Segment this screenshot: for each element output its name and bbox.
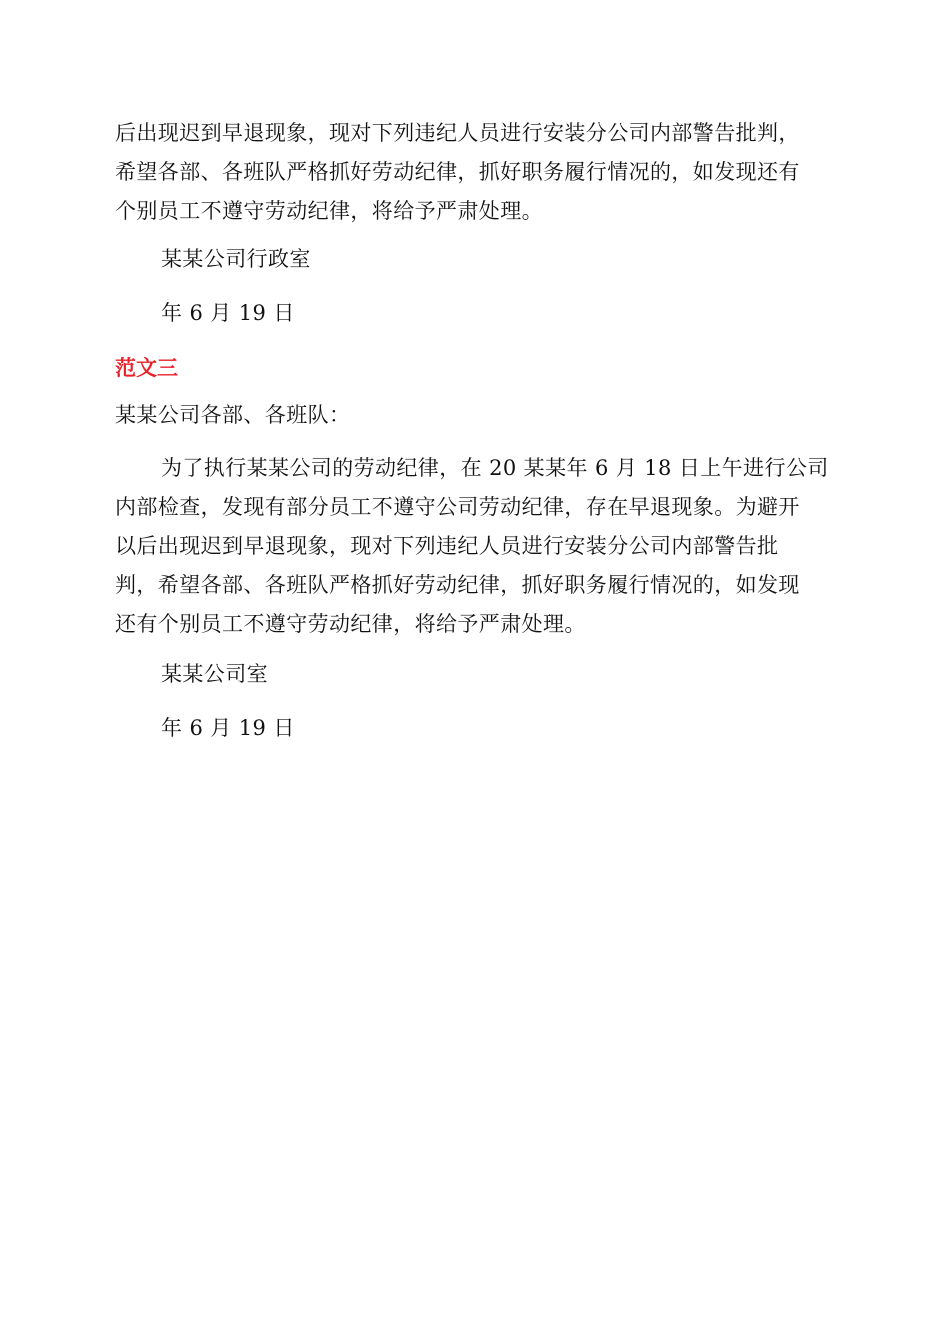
salutation-text: 某某公司各部、各班队： (115, 403, 351, 427)
section-two-continuation (115, 114, 835, 231)
salutation (115, 396, 835, 435)
body-line: 为了执行某某公司的劳动纪律，在 20 某某年 6 月 18 日上午进行公司 (161, 456, 829, 480)
body-line: 希望各部、各班队严格抓好劳动纪律，抓好职务履行情况的，如发现还有 (115, 160, 800, 184)
body-line: 个别员工不遵守劳动纪律，将给予严肃处理。 (115, 199, 543, 223)
body-line: 以后出现迟到早退现象，现对下列违纪人员进行安装分公司内部警告批 (115, 534, 779, 558)
section-three-body (115, 449, 835, 644)
signature-text: 某某公司室 (161, 662, 268, 686)
section-two-signature (161, 240, 841, 279)
date-text: 年 6 月 19 日 (161, 716, 295, 740)
date-text: 年 6 月 19 日 (161, 301, 295, 325)
section-three-date (161, 709, 841, 748)
section-heading: 范文三 (115, 356, 178, 380)
section-two-date (161, 294, 841, 333)
body-line: 还有个别员工不遵守劳动纪律，将给予严肃处理。 (115, 612, 586, 636)
section-three-signature (161, 655, 841, 694)
body-line: 后出现迟到早退现象，现对下列违纪人员进行安装分公司内部警告批判， (115, 121, 800, 145)
body-line: 判，希望各部、各班队严格抓好劳动纪律，抓好职务履行情况的，如发现 (115, 573, 800, 597)
body-line: 内部检查，发现有部分员工不遵守公司劳动纪律，存在早退现象。为避开 (115, 495, 800, 519)
signature-text: 某某公司行政室 (161, 247, 311, 271)
